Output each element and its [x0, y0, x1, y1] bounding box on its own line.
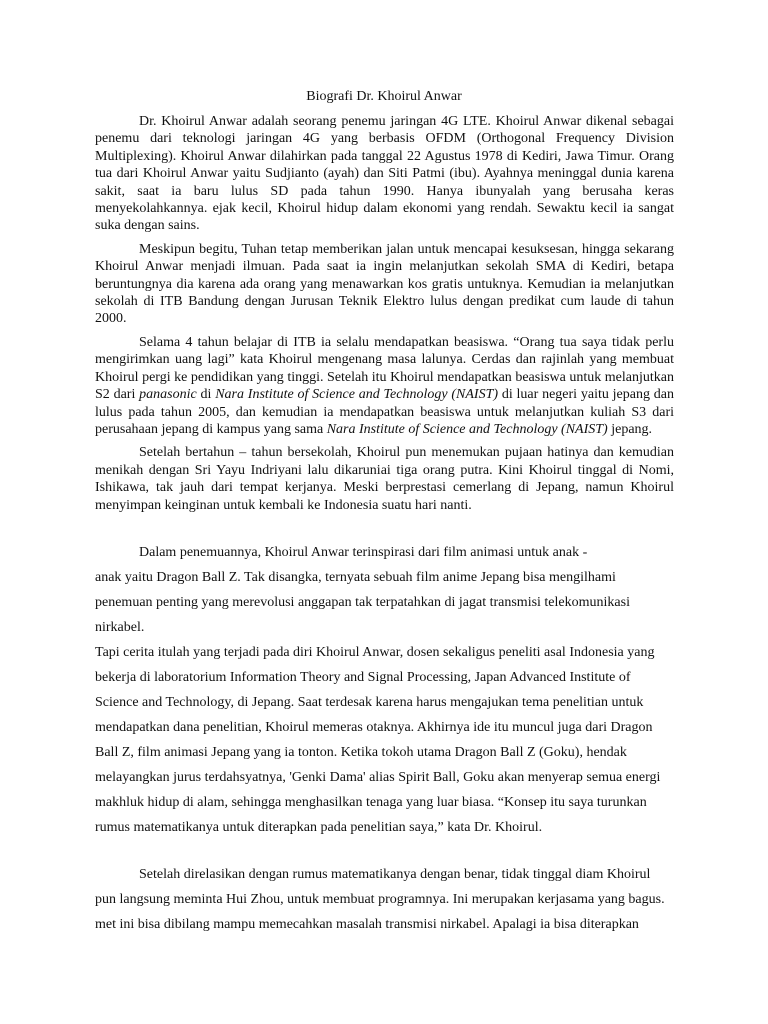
body-section-compact: [95, 113, 674, 520]
paragraph-3-italic-3: Nara Institute of Science and Technology (NAIST): [326, 421, 608, 437]
paragraph-4: Setelah bertahun – tahun bersekolah, Khoirul pun menemukan pujaan hatinya dan kemudian menikah dengan Sri Yayu Indriyani lalu dikaruniai tiga orang putra. Kini Khoirul tinggal di Nomi, Ishikawa, tak jauh dari tempat kerjanya. Meski berprestasi cemerlang di Jepang, namun Khoirul menyimpan keinginan untuk kembali ke Indonesia suatu hari nanti.: [95, 445, 674, 513]
paragraph-6: Tapi cerita itulah yang terjadi pada diri Khoirul Anwar, dosen sekaligus peneliti asal Indonesia yang bekerja di laboratorium Information Theory and Signal Processing, Japan Advanced Institute of Science and Technology, di Jepang. Saat terdesak karena harus mengajukan tema penelitian untuk mendapatkan dana penelitian, Khoirul memeras otaknya. Akhirnya ide itu muncul juga dari Dragon Ball Z, film animasi Jepang yang ia tonton. Ketika tokoh utama Dragon Ball Z (Goku), hendak melayangkan jurus terdahsyatnya, 'Genki Dama' alias Spirit Ball, Goku akan menyerap semua energi makhluk hidup di alam, sehingga menghasilkan tenaga yang luar biasa. “Konsep itu saya turunkan rumus matematikanya untuk diterapkan pada penelitian saya,” kata Dr. Khoirul.: [95, 645, 661, 835]
paragraph-5-first-line: Dalam penemuannya, Khoirul Anwar terinspirasi dari film animasi untuk anak -: [139, 545, 588, 560]
paragraph-3-italic-1: panasonic: [139, 387, 197, 403]
paragraph-5-continuation: anak yaitu Dragon Ball Z. Tak disangka, ternyata sebuah film anime Jepang bisa mengilhami penemuan penting yang merevolusi anggapan tak terpatahkan di jagat transmisi telekomunikasi nirkabel.: [95, 570, 630, 635]
paragraph-7: Setelah direlasikan dengan rumus matematikanya dengan benar, tidak tinggal diam Khoirul pun langsung meminta Hui Zhou, untuk membuat programnya. Ini merupakan kerjasama yang bagus.: [95, 867, 665, 907]
paragraph-3-text-3: di luar negeri yaitu jepang dan lulus pada tahun 2005, dan kemudian ia mendapatkan beasiswa untuk melanjutkan kuliah S3 dari perusahaan jepang di kampus yang sama: [95, 387, 674, 437]
body-section-final: [95, 862, 674, 937]
paragraph-3: [95, 334, 674, 438]
paragraph-2: Meskipun begitu, Tuhan tetap memberikan jalan untuk mencapai kesuksesan, hingga sekarang Khoirul Anwar menjadi ilmuan. Pada saat ia ingin melanjutkan sekolah SMA di Kediri, betapa beruntungnya dia karena ada orang yang menawarkan kos gratis untuknya. Kemudian ia melanjutkan sekolah di ITB Bandung dengan Jurusan Teknik Elektro lulus dengan predikat cum laude di tahun 2000.: [95, 241, 674, 327]
paragraph-3-text-4: jepang.: [607, 421, 653, 437]
paragraph-3-italic-2: Nara Institute of Science and Technology (NAIST): [215, 387, 499, 403]
paragraph-1: Dr. Khoirul Anwar adalah seorang penemu jaringan 4G LTE. Khoirul Anwar dikenal sebagai penemu dari teknologi jaringan 4G yang berbasis OFDM (Orthogonal Frequency Division Multiplexing). Khoirul Anwar dilahirkan pada tanggal 22 Agustus 1978 di Kediri, Jawa Timur. Orang tua dari Khoirul Anwar yaitu Sudjianto (ayah) dan Siti Patmi (ibu). Ayahnya meninggal dunia karena sakit, saat ia baru lulus SD pada tahun 1990. Hanya ibunyalah yang berusaha keras menyekolahkannya. ejak kecil, Khoirul hidup dalam ekonomi yang rendah. Sewaktu kecil ia sangat suka dengan sains.: [95, 114, 674, 234]
document-title: Biografi Dr. Khoirul Anwar: [306, 89, 462, 104]
body-section-spaced: [95, 540, 674, 840]
paragraph-3-text-2: di: [196, 387, 216, 403]
paragraph-8: met ini bisa dibilang mampu memecahkan masalah transmisi nirkabel. Apalagi ia bisa diterapkan: [95, 917, 639, 932]
paragraph-3-text-1: Selama 4 tahun belajar di ITB ia selalu mendapatkan beasiswa. “Orang tua saya tidak perlu mengirimkan uang lagi” kata Khoirul mengenang masa lalunya. Cerdas dan rajinlah yang membuat Khoirul pergi ke pendidikan yang tinggi. Setelah itu Khoirul mendapatkan beasiswa untuk melanjutkan S2 dari: [95, 334, 674, 403]
